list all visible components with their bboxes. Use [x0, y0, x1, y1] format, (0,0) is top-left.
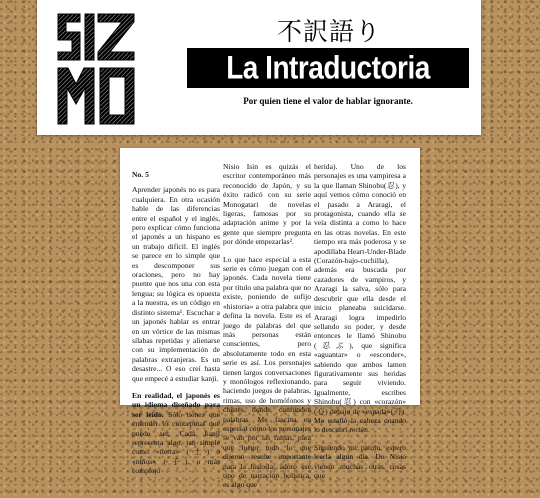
paragraph [132, 391, 220, 476]
site-title: La Intraductoria [226, 49, 430, 86]
bold-lead: En realidad, el japonés es un idioma diseñado para ser leído. [132, 390, 220, 419]
paragraph: Siguiendo mi patrón, espero leerla algún día. De Nisio vienen muchas otras cosas que [314, 442, 406, 480]
paragraph: herida). Uno de los personajes es una vampiresa a la que llaman Shinobu(忍), y aquí vemos cómo conoció en el pasado a Araragi, el protagonista, cuando ella se veía distinta a como lo hace en las otras novelas. En este tiempo era más poderosa y se apodillaba Heart-Under-Blade (Corazón-bajo-cuchilla), además era buscada por cazadores de vampiros, y Araragi la salva, sólo para descubrir que ella desde el inicio planeaba suicidarse. Araragi logra impedirlo sellando su poder, y desde entonces le llamó Shinobu (忍ぶ), que significa «aguantar» o «esconder», sabiendo que ambos lamen figurativamente sus heridas para seguir viviendo. Igualmente, escribes Shinobu(忍) con «corazón» (心) debajo de «espada»(刃). Me estalló la cabeza cuando lo descubrí recién. [314, 162, 406, 435]
header-banner [37, 0, 481, 135]
issue-number: No. 5 [132, 170, 149, 179]
article-column-2 [223, 162, 311, 498]
article-column-1 [132, 170, 220, 484]
japanese-title: 不訳語り [276, 17, 381, 46]
paragraph: Aprender japonés no es para cualquiera. En otra ocasión hable de las diferencias entre el español y el inglés, pero explicar cómo funciona el japonés a un hispano es un trabajo difícil. El inglés se parece en lo simple que es descomponer sus oraciones, pero no hay puente que nos una con esta lengua; su lógica es opuesta a la nuestra, es un código en distinto sistema¹. Escuchar a un japonés hablar es entrar en un vórtice de las mismas sílabas repetidas y alienarse con su implementación de palabras extranjeras. Es un desastre... O eso creí hasta que empecé a estudiar kanji. [132, 185, 220, 383]
paragraph: Lo que hace especial a esta serie es cómo juegan con el japonés. Cada novela tiene por título una palabra que no existe, poniendo de sufijo «historia» a otra palabra que defina la novela. Este es el juego de palabras del que más personas están conscientes, pero absolutamente todo en esta serie es así. Los personajes tienen largos conversaciones y monólogos reflexionando, haciendo juegos de palabras, rimas, uso de homófonos y chistes donde confunden palabras. Me fascina en especial cómo los personajes se van por las ramas, para que luego todo lo que dijeron resulte importante para la historia; adoro ese tipo de narración holística, es algo que [223, 254, 311, 490]
paragraph-text: Sólo tienes que entender lo conceptual que puede ser. Cada kanji representa algo, tan simple como «tierra» (土) o «niños» (子), o más complejo [132, 409, 220, 476]
article-page [120, 148, 420, 490]
title-bar [187, 48, 469, 88]
article-column-3 [314, 162, 406, 488]
tagline: Por quien tiene el valor de hablar ignorante. [243, 96, 413, 106]
paragraph: Nisio Isin es quizás el escritor contemporáneo más reconocido de Japón, y su éxito radicó con su serie Monogatari de novelas ligeras, famosas por su adaptación anime y por la gente que siempre pregunta por dónde empezarlas². [223, 162, 311, 247]
sizmo-logo [56, 10, 137, 128]
